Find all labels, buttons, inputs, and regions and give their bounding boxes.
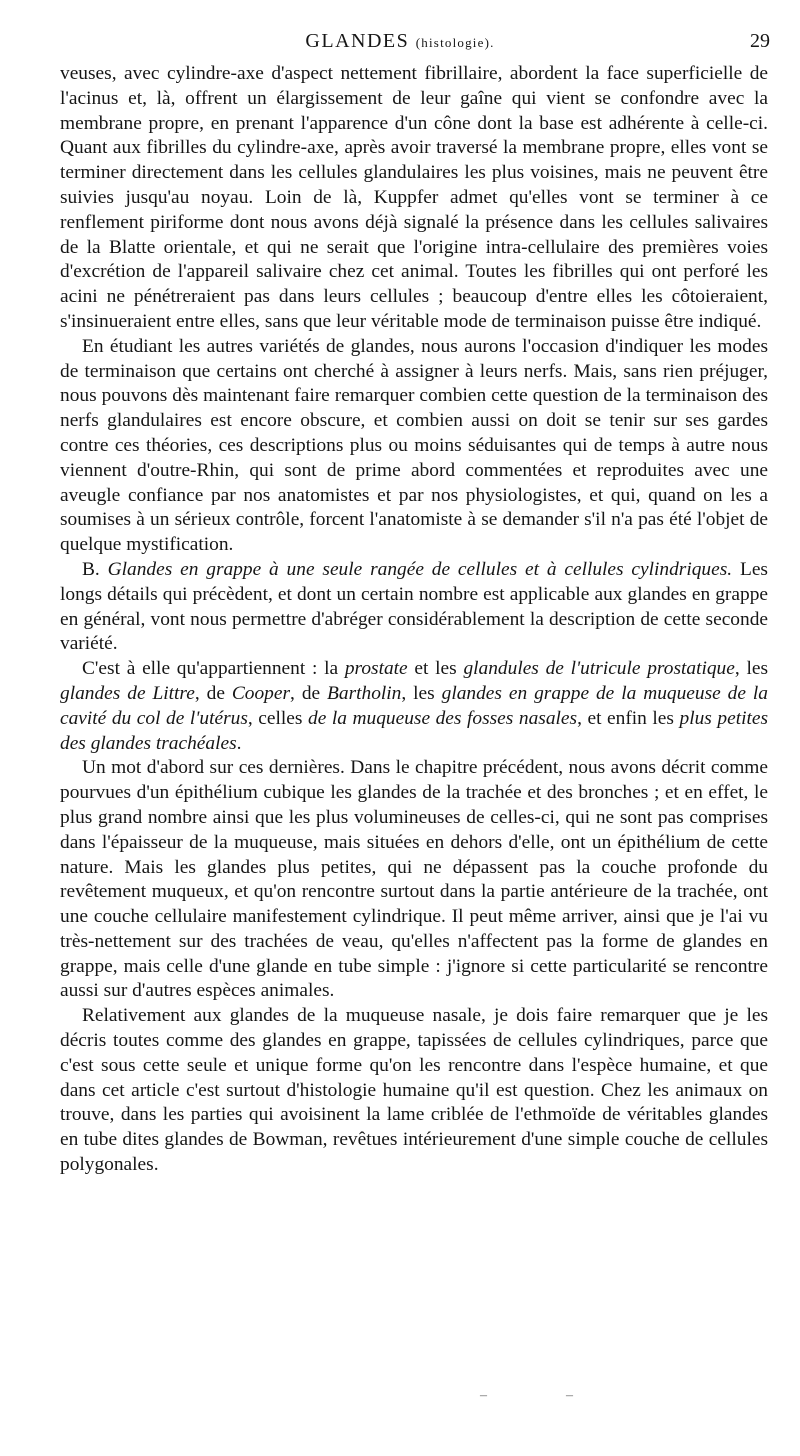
running-head-title-line xyxy=(0,30,800,53)
body-text xyxy=(60,62,768,1178)
text-run: , de xyxy=(194,682,232,704)
paragraph xyxy=(60,1004,768,1178)
italic-text-run: glandules de l'utricule prostatique xyxy=(463,658,735,680)
text-run: , celles xyxy=(247,707,309,729)
italic-text-run: Glandes en grappe à une seule rangée de cellules et à cellules cylindriques. xyxy=(107,558,733,580)
text-run: veuses, avec cylindre-axe d'aspect nettement fibrillaire, abordent la face superficielle de l'acinus et, là, offrent un élargissement de leur gaîne qui vient se confondre avec la membrane propre, en prenant l'apparence d'un cône dont la base est adhérente à celle-ci. Quant aux fibrilles du cylindre-axe, après avoir traversé la membrane propre, elles vont se terminer directement dans les cellules glandulaires les plus voisines, mais ne peuvent être suivies jusqu'au noyau. Loin de là, Kuppfer admet qu'elles vont se terminer à ce renflement piriforme dont nous avons déjà signalé la présence dans les cellules salivaires de la Blatte orientale, et qui ne serait que l'origine intra-cellulaire des premières voies d'excrétion de l'appareil salivaire chez cet animal. Toutes les fibrilles qui ont perforé les acini ne pénétreraient pas dans leurs cellules ; beaucoup d'entre elles les côtoieraient, s'insinueraient entre elles, sans que leur véritable mode de terminaison puisse être indiqué. xyxy=(60,63,768,332)
italic-text-run: Bartholin xyxy=(327,682,402,704)
page-number: 29 xyxy=(750,30,770,52)
running-head-subtitle: (histologie). xyxy=(415,35,495,50)
italic-text-run: glandes de Littre xyxy=(60,682,195,704)
text-run: . xyxy=(236,732,242,754)
running-head xyxy=(0,30,800,56)
text-run: et les xyxy=(407,658,464,680)
paragraph xyxy=(60,756,768,1004)
text-run: B. xyxy=(82,558,108,580)
italic-text-run: de la muqueuse des fosses nasales xyxy=(308,707,578,729)
paragraph xyxy=(60,335,768,558)
footer-mark: – xyxy=(566,1388,573,1403)
text-run: C'est à elle qu'appartiennent : la xyxy=(82,658,345,680)
italic-text-run: glandes en grappe de la muqueuse de la cavité du col de l'utérus xyxy=(60,682,768,729)
italic-text-run: prostate xyxy=(344,658,408,680)
italic-text-run: plus petites des glandes trachéales xyxy=(60,707,769,754)
text-run: , de xyxy=(290,682,328,704)
text-run: Un mot d'abord sur ces dernières. Dans le chapitre précédent, nous avons décrit comme pourvues d'un épithélium cubique les glandes de la trachée et des bronches ; et en effet, le plus grand nombre ainsi que les plus volumineuses de celles-ci, qui ne sont pas comprises dans l'épaisseur de la muqueuse, mais situées en dehors d'elle, ont un épithélium de cette nature. Mais les glandes plus petites, qui ne dépassent pas la couche profonde du revêtement muqueux, et qu'on rencontre surtout dans la partie antérieure de la trachée, ont une couche cellulaire manifestement cylindrique. Il peut même arriver, ainsi que je l'ai vu très-nettement sur des trachées de veau, qu'elles n'affectent pas la forme de glandes en grappe, mais celle d'une glande en tube simple : j'ignore si cette particularité se rencontre aussi sur d'autres espèces animales. xyxy=(60,757,768,1002)
text-run: En étudiant les autres variétés de glandes, nous aurons l'occasion d'indiquer les modes de terminaison que certains ont cherché à assigner à leurs nerfs. Mais, sans rien préjuger, nous pouvons dès maintenant faire remarquer combien cette question de la terminaison des nerfs glandulaires est encore obscure, et combien aussi on doit se tenir sur ses gardes contre ces théories, ces descriptions plus ou moins séduisantes qui de temps à autre nous viennent d'outre-Rhin, qui sont de prime abord commentées et reproduites avec une aveugle confiance par nos anatomistes et par nos physiologistes, et qui, quand on les a soumises à un sérieux contrôle, forcent l'anatomiste à se demander s'il n'a pas été l'objet de quelque mystification. xyxy=(60,335,768,556)
running-head-title: GLANDES xyxy=(305,30,410,52)
text-run: , les xyxy=(401,682,442,704)
footer-mark: – xyxy=(480,1388,487,1403)
paragraph xyxy=(60,62,768,335)
italic-text-run: Cooper xyxy=(231,682,291,704)
text-run: , les xyxy=(734,658,768,680)
paragraph xyxy=(60,657,768,756)
paragraph xyxy=(60,558,768,657)
text-run: Les longs détails qui précèdent, et dont un certain nombre est applicable aux glandes en grappe en général, vont nous permettre d'abréger considérablement la description de cette seconde variété. xyxy=(60,558,768,655)
text-run: Relativement aux glandes de la muqueuse nasale, je dois faire remarquer que je les décris toutes comme des glandes en grappe, tapissées de cellules cylindriques, parce que c'est sous cette seule et unique forme qu'on les rencontre dans l'espèce humaine, et que dans cet article c'est surtout d'histologie humaine qu'il est question. Chez les animaux on trouve, dans les parties qui avoisinent la lame criblée de l'ethmoïde de véritables glandes en tube dites glandes de Bowman, revêtues intérieurement d'une simple couche de cellules polygonales. xyxy=(60,1005,768,1176)
text-run: , et enfin les xyxy=(577,707,680,729)
